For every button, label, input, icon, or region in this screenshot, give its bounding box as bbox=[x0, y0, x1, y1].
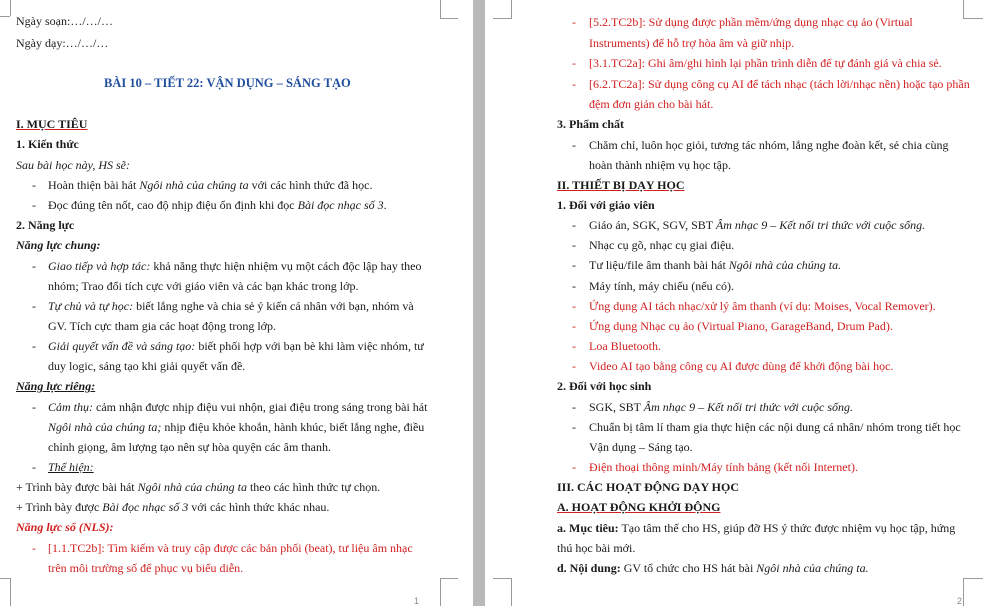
student-item-2: Chuẩn bị tâm lí tham gia thực hiện các nội dung cá nhân/ nhóm trong tiết học bbox=[589, 420, 961, 434]
text-run: + Trình bày được bbox=[16, 500, 103, 514]
list-item: - bbox=[572, 56, 576, 70]
text-run: Ngôi nhà của chúng ta; bbox=[48, 420, 162, 434]
text-run: SGK, SBT bbox=[589, 400, 644, 414]
crop-mark bbox=[10, 0, 11, 16]
digital-item-1-cont: trên môi trường số để phục vụ biểu diễn. bbox=[48, 561, 244, 575]
book-title: Âm nhạc 9 – Kết nối tri thức với cuộc sống. bbox=[643, 400, 854, 414]
teacher-item-4: Máy tính, máy chiếu (nếu có). bbox=[589, 279, 734, 293]
digital-competence: Năng lực số (NLS): bbox=[16, 520, 114, 534]
list-item: - bbox=[572, 77, 576, 91]
list-item: - bbox=[572, 218, 576, 232]
list-item: - bbox=[32, 339, 36, 353]
text-run: Hoàn thiện bài hát bbox=[48, 178, 140, 192]
book-title: Âm nhạc 9 – Kết nối tri thức với cuộc sống. bbox=[715, 218, 926, 232]
teacher-item-3 bbox=[589, 258, 841, 272]
document-page-2 bbox=[485, 0, 991, 606]
perform-item-1 bbox=[16, 480, 380, 494]
digital-item-4: [6.2.TC2a]: Sử dụng công cụ AI để tách nhạc (tách lời/nhạc nền) hoặc tạo phần bbox=[589, 77, 970, 91]
student-item-2-cont: Vận dụng – Sáng tạo. bbox=[589, 440, 693, 454]
general-competence: Năng lực chung: bbox=[16, 238, 101, 252]
digital-item-4-cont: đệm đơn giản cho bài hát. bbox=[589, 97, 714, 111]
text-run: Tư liệu/file âm thanh bài hát bbox=[589, 258, 729, 272]
text-run: Giáo án, SGK, SGV, SBT bbox=[589, 218, 716, 232]
knowledge-heading: 1. Kiến thức bbox=[16, 137, 79, 151]
crop-mark bbox=[440, 18, 458, 19]
general-item-2 bbox=[48, 299, 414, 313]
crop-mark bbox=[511, 0, 512, 18]
perform-item-2 bbox=[16, 500, 329, 514]
knowledge-item-2: Đọc đúng tên nốt, cao độ nhịp điệu ổn định khi đọc Bài đọc nhạc số 3. bbox=[48, 198, 387, 212]
crop-mark bbox=[0, 16, 10, 17]
text-run: Giải quyết vấn đề và sáng tạo: bbox=[48, 339, 196, 353]
teacher-item-2: Nhạc cụ gõ, nhạc cụ giai điệu. bbox=[589, 238, 735, 252]
song-title: Ngôi nhà của chúng ta. bbox=[756, 561, 869, 575]
digital-item-3: [3.1.TC2a]: Ghi âm/ghi hình lại phần trình diễn để tự đánh giá và chia sẻ. bbox=[589, 56, 942, 70]
activity-a-heading: A. HOẠT ĐỘNG KHỞI ĐỘNG bbox=[557, 500, 721, 514]
goal-label: a. Mục tiêu: bbox=[557, 521, 619, 535]
crop-mark bbox=[963, 0, 964, 18]
document-page-1 bbox=[0, 0, 473, 606]
text-run: Đọc đúng tên nốt, cao độ nhịp điệu ổn định khi đọc bbox=[48, 198, 298, 212]
goal-line bbox=[557, 521, 955, 535]
text-run: khả năng thực hiện nhiệm vụ một cách độc lập hay theo bbox=[150, 259, 422, 273]
content-line bbox=[557, 561, 869, 575]
list-item: - bbox=[572, 400, 576, 414]
crop-mark bbox=[440, 0, 441, 18]
quality-item-cont: hoàn thành nhiệm vụ học tập. bbox=[589, 158, 731, 172]
text-run: GV tổ chức cho HS hát bài bbox=[620, 561, 757, 575]
list-item: - bbox=[32, 541, 36, 555]
specific-item-1-cont bbox=[48, 420, 424, 434]
list-item: - bbox=[32, 178, 36, 192]
teacher-item-6: Ứng dụng Nhạc cụ ảo (Virtual Piano, GarageBand, Drum Pad). bbox=[589, 319, 893, 333]
crop-mark bbox=[440, 578, 458, 579]
crop-mark bbox=[511, 578, 512, 606]
digital-item-2: [5.2.TC2b]: Sử dụng được phần mềm/ứng dụng nhạc cụ ảo (Virtual bbox=[589, 15, 913, 29]
quality-heading: 3. Phẩm chất bbox=[557, 117, 624, 131]
crop-mark bbox=[493, 18, 512, 19]
teacher-item-1 bbox=[589, 218, 925, 232]
text-run: + Trình bày được bài hát bbox=[16, 480, 138, 494]
general-item-3 bbox=[48, 339, 424, 353]
general-item-2-cont: GV. Tích cực tham gia các hoạt động trong lớp. bbox=[48, 319, 277, 333]
text-run: Tự chủ và tự học: bbox=[48, 299, 134, 313]
specific-competence: Năng lực riêng: bbox=[16, 379, 96, 393]
student-item-1 bbox=[589, 400, 853, 414]
list-item: - bbox=[572, 420, 576, 434]
section-equipment: II. THIẾT BỊ DẠY HỌC bbox=[557, 178, 685, 192]
digital-item-1: [1.1.TC2b]: Tìm kiếm và truy cập được các bản phối (beat), tư liệu âm nhạc bbox=[48, 541, 413, 555]
page-number: 2 bbox=[957, 596, 963, 606]
list-item: - bbox=[32, 460, 36, 474]
text-run: cảm nhận được nhịp điệu vui nhộn, giai điệu trong sáng trong bài hát bbox=[93, 400, 428, 414]
list-item: - bbox=[572, 339, 576, 353]
list-item: - bbox=[572, 279, 576, 293]
crop-mark bbox=[963, 578, 983, 579]
crop-mark bbox=[493, 578, 512, 579]
section-objectives-text: I. MỤC TIÊU bbox=[16, 117, 88, 131]
list-item: - bbox=[572, 359, 576, 373]
general-item-1-cont: nhóm; Trao đổi tích cực với giáo viên và các bạn khác trong lớp. bbox=[48, 279, 359, 293]
text-run: theo các hình thức tự chọn. bbox=[246, 480, 381, 494]
general-item-1 bbox=[48, 259, 421, 273]
text-run: với các hình thức đã học. bbox=[248, 178, 373, 192]
lesson-title: BÀI 10 – TIẾT 22: VẬN DỤNG – SÁNG TẠO bbox=[104, 76, 351, 90]
song-title: Ngôi nhà của chúng ta. bbox=[728, 258, 842, 272]
section-objectives bbox=[16, 117, 87, 131]
crop-mark bbox=[0, 578, 10, 579]
specific-item-1 bbox=[48, 400, 427, 414]
list-item: - bbox=[32, 400, 36, 414]
song-title: Ngôi nhà của chúng ta bbox=[139, 178, 249, 192]
crop-mark bbox=[963, 18, 983, 19]
teacher-item-7: Loa Bluetooth. bbox=[589, 339, 661, 353]
list-item: - bbox=[572, 460, 576, 474]
text-run: nhịp điệu khỏe khoắn, hành khúc, biết lắng nghe, điều bbox=[161, 420, 425, 434]
goal-line-cont: thú học bài mới. bbox=[557, 541, 636, 555]
list-item: - bbox=[572, 238, 576, 252]
section-activities: III. CÁC HOẠT ĐỘNG DẠY HỌC bbox=[557, 480, 740, 494]
content-label: d. Nội dung: bbox=[557, 561, 621, 575]
list-item: - bbox=[32, 259, 36, 273]
crop-mark bbox=[10, 578, 11, 606]
date-teach: Ngày dạy:…/…/… bbox=[16, 36, 109, 50]
reading-title: Bài đọc nhạc số 3 bbox=[102, 500, 189, 514]
list-item: - bbox=[572, 15, 576, 29]
reading-title: Bài đọc nhạc số 3 bbox=[297, 198, 384, 212]
teacher-item-8: Video AI tạo bằng công cụ AI được dùng để khởi động bài học. bbox=[589, 359, 894, 373]
list-item: - bbox=[32, 198, 36, 212]
teacher-item-5: Ứng dụng AI tách nhạc/xử lý âm thanh (ví dụ: Moises, Vocal Remover). bbox=[589, 299, 936, 313]
text-run: biết lắng nghe và chia sẻ ý kiến cá nhân với bạn, nhóm và bbox=[133, 299, 414, 313]
knowledge-item-1 bbox=[48, 178, 372, 192]
song-title: Ngôi nhà của chúng ta bbox=[137, 480, 247, 494]
quality-item: Chăm chỉ, luôn học giỏi, tương tác nhóm, lắng nghe đoàn kết, sẻ chia cùng bbox=[589, 138, 949, 152]
list-item: - bbox=[32, 299, 36, 313]
list-item: - bbox=[572, 258, 576, 272]
date-prepare: Ngày soạn:…/…/… bbox=[16, 14, 113, 28]
student-item-3: Điện thoại thông minh/Máy tính bảng (kết nối Internet). bbox=[589, 460, 858, 474]
digital-item-2-cont: Instruments) để hỗ trợ hòa âm và giữ nhịp. bbox=[589, 36, 795, 50]
text-run: với các hình thức khác nhau. bbox=[188, 500, 330, 514]
list-item: - bbox=[572, 138, 576, 152]
crop-mark bbox=[963, 578, 964, 606]
crop-mark bbox=[440, 578, 441, 606]
text-run: Tạo tâm thế cho HS, giúp đỡ HS ý thức được nhiệm vụ học tập, hứng bbox=[618, 521, 956, 535]
after-lesson-text: Sau bài học này, HS sẽ: bbox=[16, 158, 130, 172]
competence-heading: 2. Năng lực bbox=[16, 218, 75, 232]
page-number: 1 bbox=[414, 596, 420, 606]
text-run: Cảm thụ: bbox=[48, 400, 93, 414]
list-item: - bbox=[572, 319, 576, 333]
specific-item-1-cont2: chỉnh giọng, âm lượng tạo nên sự hòa quyện các âm thanh. bbox=[48, 440, 331, 454]
list-item: - bbox=[572, 299, 576, 313]
student-heading: 2. Đối với học sinh bbox=[557, 379, 652, 393]
teacher-heading: 1. Đối với giáo viên bbox=[557, 198, 655, 212]
text-run: Giao tiếp và hợp tác: bbox=[48, 259, 151, 273]
text-run: biết phối hợp với bạn bè khi làm việc nhóm, tư bbox=[195, 339, 424, 353]
specific-item-2: Thể hiện: bbox=[48, 460, 94, 474]
general-item-3-cont: duy logic, sáng tạo khi giải quyết vấn đề. bbox=[48, 359, 246, 373]
